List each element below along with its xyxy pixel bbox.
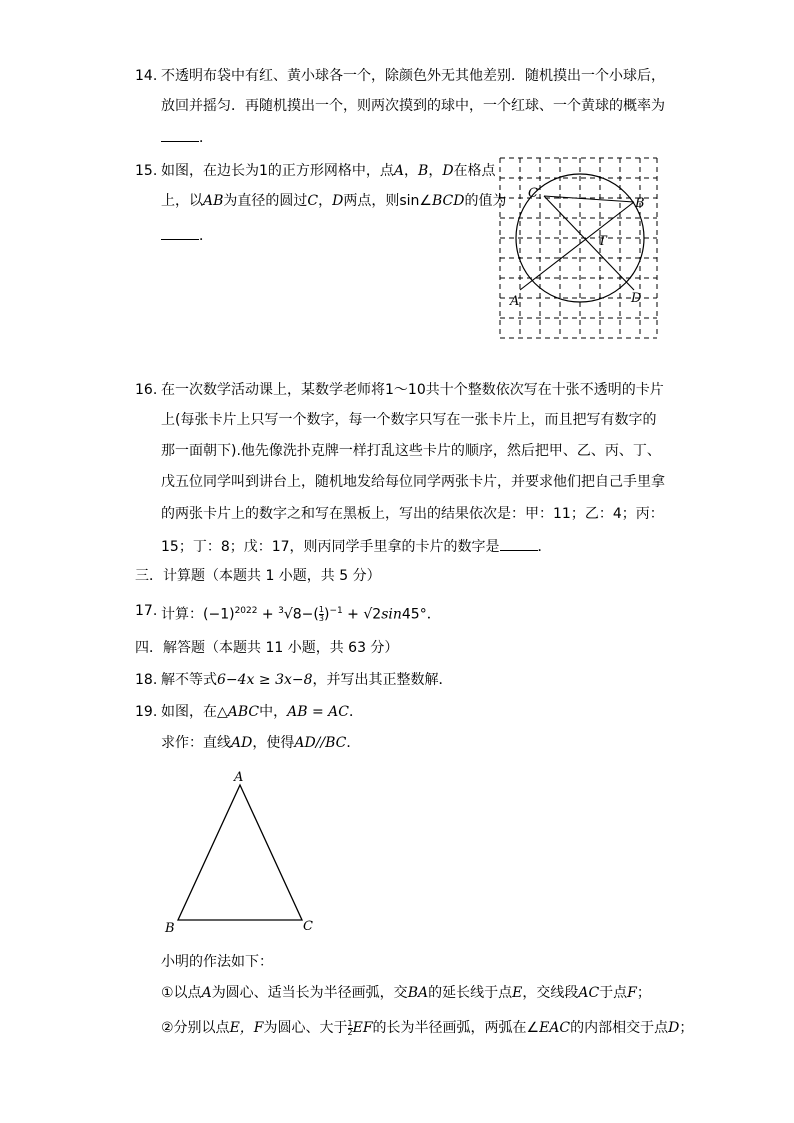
label-A: A	[234, 770, 244, 785]
label-T: T	[598, 234, 607, 249]
q14-line2: 放回并摇匀．再随机摸出一个，则两次摸到的球中，一个红球、一个黄球的概率为	[161, 98, 665, 114]
label-B: B	[635, 196, 645, 211]
q19-method-title: 小明的作法如下：	[161, 954, 273, 970]
q15-line1: 如图，在边长为1的正方形网格中，点A，B，D在格点	[161, 163, 496, 179]
q18-number: 18.	[135, 672, 158, 688]
q14-line1: 不透明布袋中有红、黄小球各一个，除颜色外无其他差别．随机摸出一个小球后，	[161, 68, 665, 84]
answer-blank	[161, 225, 199, 240]
q15-line3: ．	[161, 225, 213, 246]
q19-step2: ②分别以点E，F为圆心、大于 $\frac{1}{2}$ EF的长为半径画弧，两弧在∠EAC的内部相交于点D；	[161, 1018, 694, 1037]
q16-line5: 的两张卡片上的数字之和写在黑板上，写出的结果依次是：甲：11；乙：4；丙：	[161, 506, 664, 522]
fraction: $\frac{1}{2}$	[347, 1018, 353, 1037]
grid-lines	[500, 158, 657, 338]
q16-line6: 15；丁：8；戊：17，则丙同学手里拿的卡片的数字是 ．	[161, 536, 552, 557]
q15-number: 15.	[135, 163, 158, 179]
answer-blank	[500, 536, 538, 551]
q16-line3: 那一面朝下).他先像洗扑克牌一样打乱这些卡片的顺序，然后把甲、乙、丙、丁、	[161, 443, 661, 459]
section-3-heading: 三．计算题（本题共 1 小题，共 5 分）	[135, 568, 381, 584]
label-B: B	[165, 921, 175, 936]
q14-number: 14.	[135, 68, 158, 84]
triangle-ABC	[178, 785, 302, 920]
q19-step1: ①以点A为圆心、适当长为半径画弧，交BA的延长线于点E，交线段AC于点F；	[161, 985, 651, 1001]
q16-line2: 上(每张卡片上只写一个数字，每一个数字只写在一张卡片上，而且把写有数字的	[161, 412, 657, 428]
q16-number: 16.	[135, 382, 158, 398]
q14-line3: ．	[161, 127, 213, 148]
circle-grid-figure	[490, 150, 670, 350]
q16-line4: 戊五位同学叫到讲台上，随机地发给每位同学两张卡片，并要求他们把自己手里拿	[161, 474, 665, 490]
segment-AB	[520, 202, 634, 290]
fraction: $\frac{1}{3}$	[318, 605, 324, 624]
q15-line2: 上，以AB为直径的圆过C，D两点，则sin∠BCD的值为	[161, 193, 507, 209]
answer-blank	[161, 127, 199, 142]
q16-line1: 在一次数学活动课上，某数学老师将1～10共十个整数依次写在十张不透明的卡片	[161, 382, 664, 398]
triangle-figure	[160, 765, 320, 940]
label-C: C	[528, 186, 538, 201]
q19-line1: 如图，在△ABC中，AB = AC．	[161, 704, 363, 720]
q19-number: 19.	[135, 704, 158, 720]
label-D: D	[631, 291, 642, 306]
q19-line2: 求作：直线AD，使得AD//BC．	[161, 735, 361, 751]
q17-number: 17.	[135, 603, 158, 619]
q18-text: 解不等式6−4x ≥ 3x−8，并写出其正整数解．	[161, 672, 453, 688]
label-A: A	[510, 294, 520, 309]
section-4-heading: 四．解答题（本题共 11 小题，共 63 分）	[135, 640, 399, 656]
label-C: C	[303, 919, 313, 934]
q17-expression: 计算：$(-1)^{2022} + ^3√8-$( $\frac{1}{3}$ )$^{-1}$ + √2sin45°．	[161, 605, 441, 624]
